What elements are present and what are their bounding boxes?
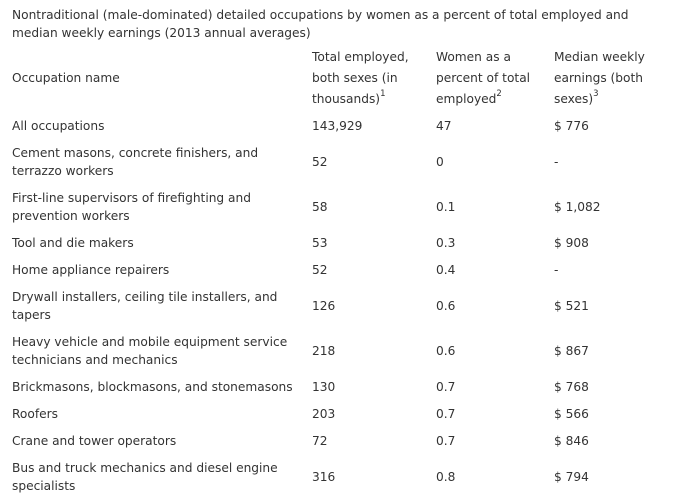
total-employed-cell: 58 xyxy=(312,199,328,214)
women-percent-cell: 0.7 xyxy=(436,406,456,421)
header-total-employed-label: Total employed, both sexes (in thousands) xyxy=(312,49,409,106)
footnote-marker: 1 xyxy=(380,89,386,100)
table-row xyxy=(6,256,668,283)
median-earnings-cell: - xyxy=(554,154,559,169)
table-row xyxy=(6,112,668,139)
total-employed-cell: 126 xyxy=(312,298,336,313)
median-earnings-cell: $ 768 xyxy=(554,379,589,394)
women-percent-cell: 0.3 xyxy=(436,235,456,250)
total-employed-cell: 130 xyxy=(312,379,336,394)
median-earnings-cell: $ 908 xyxy=(554,235,589,250)
median-earnings-cell: $ 566 xyxy=(554,406,589,421)
women-percent-cell: 0.6 xyxy=(436,298,456,313)
header-women-percent xyxy=(430,44,548,112)
table-caption: Nontraditional (male-dominated) detailed occupations by women as a percent of total employed and median weekly earnings (2013 annual averages) xyxy=(12,8,629,40)
table-header-row xyxy=(6,44,668,112)
occupation-cell: Tool and die makers xyxy=(12,235,134,250)
women-percent-cell: 0.1 xyxy=(436,199,456,214)
total-employed-cell: 218 xyxy=(312,343,336,358)
occupation-cell: Brickmasons, blockmasons, and stonemasons xyxy=(12,379,293,394)
table-row xyxy=(6,229,668,256)
table-row xyxy=(6,373,668,400)
footnote-marker: 2 xyxy=(496,89,502,100)
median-earnings-cell: $ 794 xyxy=(554,469,589,484)
occupation-cell: Roofers xyxy=(12,406,58,421)
women-percent-cell: 0 xyxy=(436,154,444,169)
occupation-cell: Bus and truck mechanics and diesel engine specialists xyxy=(12,460,278,493)
occupation-cell: Heavy vehicle and mobile equipment service technicians and mechanics xyxy=(12,334,288,367)
table-row xyxy=(6,454,668,499)
occupation-cell: First-line supervisors of firefighting and prevention workers xyxy=(12,190,251,223)
women-percent-cell: 47 xyxy=(436,118,452,133)
occupation-cell: Crane and tower operators xyxy=(12,433,177,448)
table-row xyxy=(6,427,668,454)
occupation-cell: Cement masons, concrete finishers, and terrazzo workers xyxy=(12,145,259,178)
median-earnings-cell: $ 846 xyxy=(554,433,589,448)
header-total-employed xyxy=(306,44,430,112)
total-employed-cell: 53 xyxy=(312,235,328,250)
median-earnings-cell: $ 776 xyxy=(554,118,589,133)
header-median-earnings xyxy=(548,44,668,112)
median-earnings-cell: - xyxy=(554,262,559,277)
median-earnings-cell: $ 521 xyxy=(554,298,589,313)
total-employed-cell: 72 xyxy=(312,433,328,448)
median-earnings-cell: $ 867 xyxy=(554,343,589,358)
table-row xyxy=(6,400,668,427)
occupation-cell: Home appliance repairers xyxy=(12,262,170,277)
women-percent-cell: 0.7 xyxy=(436,379,456,394)
header-women-percent-label: Women as a percent of total employed xyxy=(436,49,531,106)
total-employed-cell: 316 xyxy=(312,469,336,484)
total-employed-cell: 52 xyxy=(312,154,328,169)
table-row xyxy=(6,328,668,373)
women-percent-cell: 0.8 xyxy=(436,469,456,484)
women-percent-cell: 0.6 xyxy=(436,343,456,358)
total-employed-cell: 203 xyxy=(312,406,336,421)
table-row xyxy=(6,139,668,184)
header-occupation-label: Occupation name xyxy=(12,70,120,85)
median-earnings-cell: $ 1,082 xyxy=(554,199,601,214)
header-occupation xyxy=(6,44,306,112)
women-percent-cell: 0.4 xyxy=(436,262,456,277)
occupation-cell: All occupations xyxy=(12,118,105,133)
total-employed-cell: 143,929 xyxy=(312,118,363,133)
occupation-cell: Drywall installers, ceiling tile installers, and tapers xyxy=(12,289,278,322)
footnote-marker: 3 xyxy=(593,89,599,100)
total-employed-cell: 52 xyxy=(312,262,328,277)
occupations-table xyxy=(6,44,668,499)
women-percent-cell: 0.7 xyxy=(436,433,456,448)
table-row xyxy=(6,184,668,229)
header-median-earnings-label: Median weekly earnings (both sexes) xyxy=(554,49,645,106)
table-row xyxy=(6,283,668,328)
